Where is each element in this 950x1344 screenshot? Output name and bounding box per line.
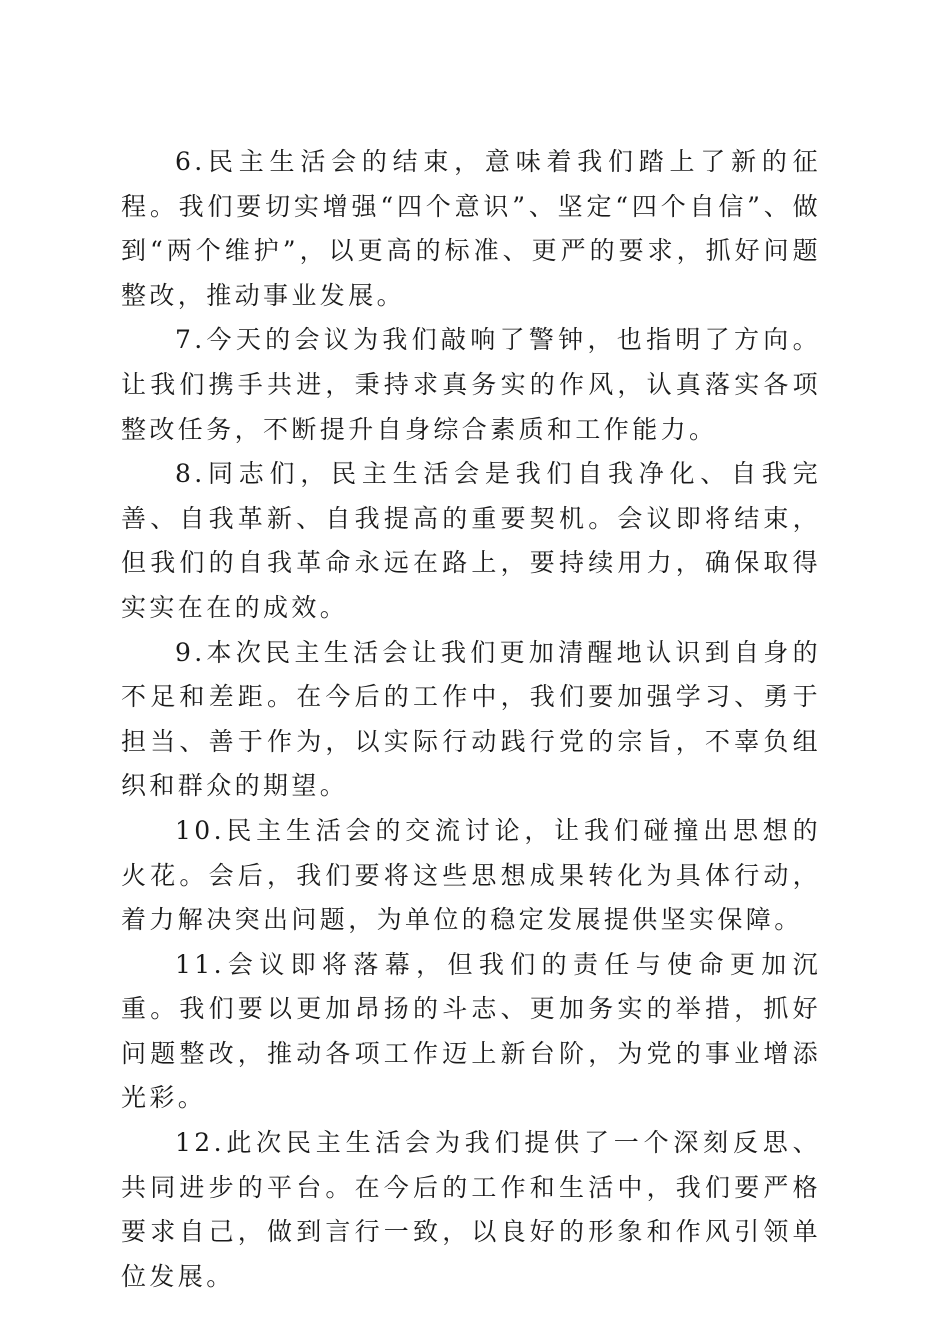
paragraph-9: 9.本次民主生活会让我们更加清醒地认识到自身的不足和差距。在今后的工作中，我们要加强学习、勇于担当、善于作为，以实际行动践行党的宗旨，不辜负组织和群众的期望。 [121,637,821,801]
paragraph-10: 10.民主生活会的交流讨论，让我们碰撞出思想的火花。会后，我们要将这些思想成果转化为具体行动，着力解决突出问题，为单位的稳定发展提供坚实保障。 [121,815,821,935]
paragraph-11: 11.会议即将落幕，但我们的责任与使命更加沉重。我们要以更加昂扬的斗志、更加务实的举措，抓好问题整改，推动各项工作迈上新台阶，为党的事业增添光彩。 [121,949,821,1113]
paragraph-7: 7.今天的会议为我们敲响了警钟，也指明了方向。让我们携手共进，秉持求真务实的作风，认真落实各项整改任务，不断提升自身综合素质和工作能力。 [121,325,821,444]
paragraph-8: 8.同志们，民主生活会是我们自我净化、自我完善、自我革新、自我提高的重要契机。会议即将结束，但我们的自我革命永远在路上，要持续用力，确保取得实实在在的成效。 [121,459,821,622]
paragraph-6: 6.民主生活会的结束，意味着我们踏上了新的征程。我们要切实增强“四个意识”、坚定“四个自信”、做到“两个维护”，以更高的标准、更严的要求，抓好问题整改，推动事业发展。 [121,147,821,310]
paragraph-12: 12.此次民主生活会为我们提供了一个深刻反思、共同进步的平台。在今后的工作和生活中，我们要严格要求自己，做到言行一致，以良好的形象和作风引领单位发展。 [121,1128,821,1291]
document-body [121,140,821,1299]
